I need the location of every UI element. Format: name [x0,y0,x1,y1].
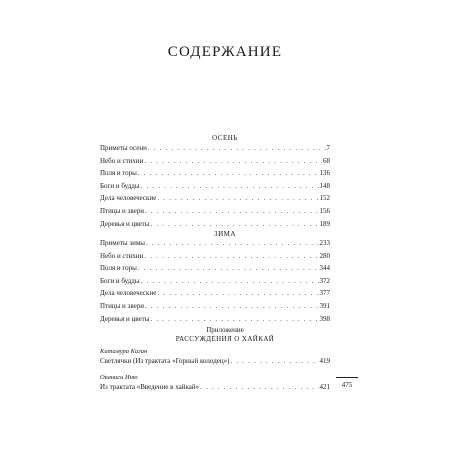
toc-entry-page: 68 [323,156,330,165]
toc-entry-label: Поля и горы [100,264,137,273]
toc-entry-page: 280 [319,251,330,260]
toc-entry-label: Дела человеческие [100,194,157,203]
leader-dots [150,315,318,323]
section-heading-winter: ЗИМА [214,230,236,238]
toc-entry-label: Поля и горы [100,169,137,178]
toc-entry[interactable] [100,207,330,220]
toc-entry-label: Небо и стихии [100,251,144,260]
leader-dots [200,383,318,391]
toc-entry[interactable] [100,289,330,302]
page-title: СОДЕРЖАНИЕ [167,44,283,60]
toc-entry-page: 421 [319,382,330,391]
toc-entry-page: 419 [319,357,330,365]
leader-dots [150,220,318,228]
toc-entry-label: Приметы зимы [100,239,145,247]
toc-entry[interactable] [100,194,330,207]
toc-entry-label: Светлячки (Из трактата «Горный колодец») [100,357,230,365]
toc-entry-label: Деревья и цветы [100,314,150,323]
leader-dots [138,264,319,272]
toc-entry[interactable] [100,182,330,195]
toc-entry[interactable] [100,157,330,170]
appendix-list [100,348,330,395]
toc-autumn-list [100,144,330,232]
leader-dots [141,277,319,285]
toc-entry-page: 189 [319,219,330,228]
toc-winter-list [100,239,330,327]
leader-dots [144,252,318,260]
toc-entry-label: Из трактата «Введение в хайкай» [100,382,200,391]
toc-entry-page: 377 [319,289,330,298]
toc-entry-page: 136 [319,169,330,178]
toc-entry-page: 233 [319,239,330,247]
toc-entry-page: 7 [326,144,330,152]
toc-entry[interactable] [100,264,330,277]
toc-entry-page: 152 [319,194,330,203]
toc-entry-page: 398 [319,314,330,323]
toc-entry[interactable] [100,252,330,265]
toc-entry-label: Приметы осени [100,144,147,152]
section-heading-autumn: ОСЕНЬ [212,134,238,142]
leader-dots [230,357,318,365]
toc-entry-label: Птицы и звери [100,301,144,310]
toc-entry-label: Дела человеческие [100,289,157,298]
toc-entry-label: Деревья и цветы [100,219,150,228]
leader-dots [157,289,318,297]
toc-entry-page: 372 [319,276,330,285]
toc-entry-page: 344 [319,264,330,273]
toc-entry[interactable] [100,302,330,315]
toc-entry[interactable] [100,239,330,252]
leader-dots [138,169,319,177]
toc-entry-label: Боги и будды [100,181,140,190]
toc-entry[interactable] [100,277,330,290]
leader-dots [141,182,319,190]
appendix-author: Китамура Кигин [100,348,148,355]
toc-entry[interactable] [100,144,330,157]
leader-dots [145,207,319,215]
toc-entry-page: 391 [319,301,330,310]
appendix-heading: РАССУЖДЕНИЯ О ХАЙКАЙ [175,335,275,343]
leader-dots [157,194,318,202]
toc-entry[interactable] [100,383,330,396]
leader-dots [146,239,319,247]
leader-dots [145,302,319,310]
toc-entry[interactable] [100,357,330,370]
toc-entry-label: Птицы и звери [100,206,144,215]
page-number: 475 [336,377,358,389]
toc-entry-page: 148 [319,181,330,190]
leader-dots [148,144,326,152]
appendix-author: Оканиси Иню [100,373,138,381]
toc-entry-page: 156 [319,206,330,215]
leader-dots [144,157,322,165]
toc-entry-label: Небо и стихии [100,156,144,165]
toc-entry-label: Боги и будды [100,276,140,285]
appendix-label: Приложение [206,326,244,334]
toc-entry[interactable] [100,169,330,182]
